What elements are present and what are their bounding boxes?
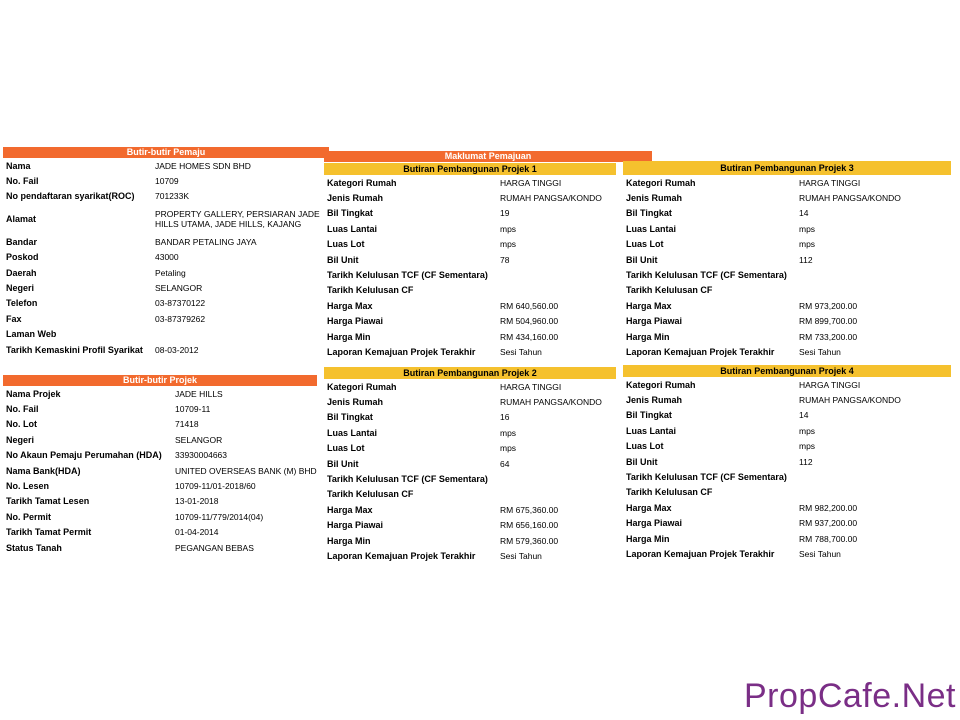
table-row (623, 531, 951, 546)
field-label: Tarikh Tamat Permit (6, 527, 92, 538)
table-row (324, 221, 616, 236)
field-value: 10709-11/779/2014(04) (175, 511, 264, 522)
table-row (324, 237, 616, 252)
projek2-panel (324, 367, 616, 564)
table-row (3, 417, 317, 432)
field-label: Bil Tingkat (626, 410, 672, 421)
field-label: Fax (6, 313, 22, 324)
field-label: Laporan Kemajuan Projek Terakhir (626, 346, 775, 357)
field-value: 112 (799, 254, 813, 265)
table-row (623, 392, 951, 407)
field-value: RM 937,200.00 (799, 518, 858, 529)
field-label: Kategori Rumah (626, 379, 696, 390)
field-label: Tarikh Kelulusan TCF (CF Sementara) (327, 474, 488, 485)
projek4-header: Butiran Pembangunan Projek 4 (623, 365, 951, 377)
field-label: Tarikh Kemaskini Profil Syarikat (6, 344, 143, 355)
table-row (3, 540, 317, 555)
field-value: mps (500, 443, 517, 454)
table-row (623, 344, 951, 359)
field-label: Laporan Kemajuan Projek Terakhir (327, 346, 476, 357)
table-row (324, 344, 616, 359)
field-value: Sesi Tahun (799, 548, 841, 559)
field-label: No. Lot (6, 419, 37, 430)
field-label: Harga Piawai (327, 520, 384, 531)
field-value: 03-87379262 (155, 313, 206, 324)
field-label: Nama Projek (6, 388, 61, 399)
field-value: Petaling (155, 267, 186, 278)
field-value: 10709-11 (175, 404, 211, 415)
table-row (623, 516, 951, 531)
maklumat-header: Maklumat Pemajuan (324, 151, 652, 162)
field-value (497, 267, 616, 282)
table-row (3, 250, 329, 265)
table-row (3, 342, 329, 357)
table-row (324, 471, 616, 486)
field-value: 08-03-2012 (155, 344, 199, 355)
field-label: Kategori Rumah (626, 177, 696, 188)
table-row (324, 533, 616, 548)
table-row (623, 329, 951, 344)
table-row (3, 265, 329, 280)
field-value: RM 982,200.00 (799, 502, 858, 513)
table-row (324, 518, 616, 533)
field-label: Kategori Rumah (327, 381, 397, 392)
field-label: Luas Lantai (626, 223, 677, 234)
field-value: RM 656,160.00 (500, 520, 559, 531)
table-row (324, 314, 616, 329)
field-label: Tarikh Kelulusan CF (327, 489, 414, 500)
field-value (796, 485, 951, 500)
projek1-header: Butiran Pembangunan Projek 1 (324, 163, 616, 175)
field-value (796, 469, 951, 484)
maklumat-panel (324, 151, 652, 162)
field-label: Bil Unit (327, 254, 359, 265)
field-value: RM 640,560.00 (500, 300, 559, 311)
field-value: mps (799, 223, 816, 234)
field-label: Luas Lot (626, 441, 664, 452)
field-label: Telefon (6, 298, 38, 309)
field-label: No. Lesen (6, 481, 50, 492)
table-row (623, 546, 951, 561)
field-value (796, 267, 951, 282)
table-row (3, 280, 329, 295)
projek-table (3, 386, 317, 555)
table-row (324, 206, 616, 221)
projek3-table (623, 175, 951, 360)
field-label: Bil Unit (327, 458, 359, 469)
field-label: Tarikh Kelulusan CF (626, 487, 713, 498)
table-row (3, 509, 317, 524)
table-row (623, 377, 951, 392)
field-label: Jenis Rumah (327, 397, 384, 408)
field-value: 14 (799, 208, 809, 219)
table-row (3, 234, 329, 249)
field-label: Harga Max (327, 300, 373, 311)
field-label: Tarikh Kelulusan TCF (CF Sementara) (626, 270, 787, 281)
field-label: Harga Max (626, 300, 672, 311)
field-value: UNITED OVERSEAS BANK (M) BHD (175, 465, 317, 476)
field-label: Luas Lot (327, 443, 365, 454)
field-value (497, 471, 616, 486)
brand-watermark: PropCafe.Net (744, 677, 956, 715)
table-row (623, 221, 951, 236)
field-label: Negeri (6, 283, 35, 294)
field-value: JADE HILLS (175, 388, 223, 399)
table-row (324, 267, 616, 282)
field-value: RM 675,360.00 (500, 504, 559, 515)
field-value: 112 (799, 456, 813, 467)
table-row (324, 252, 616, 267)
field-value: JADE HOMES SDN BHD (155, 160, 251, 171)
field-value: RM 579,360.00 (500, 535, 559, 546)
field-value: 03-87370122 (155, 298, 206, 309)
field-value: HARGA TINGGI (799, 379, 861, 390)
projek-panel (3, 375, 317, 555)
table-row (3, 204, 329, 234)
table-row (623, 500, 951, 515)
field-label: Jenis Rumah (626, 395, 683, 406)
field-label: No. Permit (6, 511, 52, 522)
field-label: Bil Tingkat (327, 412, 373, 423)
table-row (623, 237, 951, 252)
table-row (3, 296, 329, 311)
field-label: Luas Lot (626, 239, 664, 250)
field-label: No. Fail (6, 176, 39, 187)
field-label: Luas Lantai (327, 427, 378, 438)
table-row (3, 432, 317, 447)
field-value: 701233K (155, 191, 190, 202)
field-value: 14 (799, 410, 809, 421)
projek4-table (623, 377, 951, 562)
field-value (497, 487, 616, 502)
field-value: 10709 (155, 176, 179, 187)
field-value: 16 (500, 412, 510, 423)
table-row (623, 252, 951, 267)
field-label: Harga Min (327, 535, 371, 546)
table-row (324, 548, 616, 563)
field-label: Bandar (6, 236, 38, 247)
field-value: 64 (500, 458, 510, 469)
table-row (623, 485, 951, 500)
table-row (324, 283, 616, 298)
table-row (3, 401, 317, 416)
projek2-header: Butiran Pembangunan Projek 2 (324, 367, 616, 379)
projek3-panel (623, 161, 951, 360)
field-value: mps (500, 223, 517, 234)
field-label: Luas Lot (327, 239, 365, 250)
table-row (324, 425, 616, 440)
field-label: Tarikh Kelulusan CF (626, 285, 713, 296)
field-value: SELANGOR (155, 283, 203, 294)
field-label: Tarikh Tamat Lesen (6, 496, 90, 507)
projek4-panel (623, 365, 951, 562)
field-label: Laporan Kemajuan Projek Terakhir (327, 550, 476, 561)
field-label: Alamat (6, 214, 37, 225)
table-row (623, 283, 951, 298)
field-value: 10709-11/01-2018/60 (175, 481, 256, 492)
field-label: Harga Piawai (626, 316, 683, 327)
table-row (3, 327, 329, 342)
field-label: Bil Tingkat (626, 208, 672, 219)
field-label: Nama Bank(HDA) (6, 465, 81, 476)
field-value: PEGANGAN BEBAS (175, 542, 254, 553)
pemaju-panel (3, 147, 329, 357)
table-row (324, 298, 616, 313)
table-row (623, 314, 951, 329)
field-value: RM 434,160.00 (500, 331, 559, 342)
table-row (3, 386, 317, 401)
table-row (623, 267, 951, 282)
field-value: Sesi Tahun (500, 550, 542, 561)
projek1-panel (324, 163, 616, 360)
field-label: Jenis Rumah (626, 193, 683, 204)
table-row (324, 410, 616, 425)
field-label: Harga Max (626, 502, 672, 513)
projek2-table (324, 379, 616, 564)
table-row (623, 190, 951, 205)
table-row (324, 394, 616, 409)
table-row (3, 525, 317, 540)
field-label: Negeri (6, 434, 35, 445)
field-label: Laporan Kemajuan Projek Terakhir (626, 548, 775, 559)
field-value: Sesi Tahun (799, 346, 841, 357)
field-value: mps (500, 239, 517, 250)
table-row (623, 454, 951, 469)
field-label: Laman Web (6, 329, 57, 340)
field-value (497, 283, 616, 298)
field-label: Status Tanah (6, 542, 62, 553)
table-row (623, 423, 951, 438)
field-value: PROPERTY GALLERY, PERSIARAN JADE HILLS UTAMA, JADE HILLS, KAJANG (155, 209, 320, 230)
field-value: 71418 (175, 419, 199, 430)
table-row (3, 494, 317, 509)
table-row (3, 158, 329, 173)
field-label: Harga Min (327, 331, 371, 342)
table-row (324, 329, 616, 344)
field-value: RM 899,700.00 (799, 316, 858, 327)
table-row (623, 206, 951, 221)
field-label: Harga Min (626, 533, 670, 544)
projek-header: Butir-butir Projek (3, 375, 317, 386)
table-row (623, 175, 951, 190)
projek1-table (324, 175, 616, 360)
field-label: Tarikh Kelulusan CF (327, 285, 414, 296)
table-row (623, 469, 951, 484)
table-row (324, 487, 616, 502)
field-value: 33930004663 (175, 450, 228, 461)
table-row (623, 298, 951, 313)
table-row (324, 190, 616, 205)
field-value: 01-04-2014 (175, 527, 219, 538)
table-row (324, 456, 616, 471)
field-value: RM 504,960.00 (500, 316, 559, 327)
field-label: Kategori Rumah (327, 177, 397, 188)
table-row (324, 502, 616, 517)
table-row (3, 478, 317, 493)
table-row (623, 439, 951, 454)
field-value: mps (500, 427, 517, 438)
field-label: Tarikh Kelulusan TCF (CF Sementara) (327, 270, 488, 281)
field-value: RUMAH PANGSA/KONDO (500, 193, 602, 204)
projek3-header: Butiran Pembangunan Projek 3 (623, 161, 951, 175)
table-row (3, 448, 317, 463)
field-label: Bil Unit (626, 254, 658, 265)
table-row (324, 441, 616, 456)
table-row (3, 189, 329, 204)
field-value: mps (799, 441, 816, 452)
field-value: RUMAH PANGSA/KONDO (799, 395, 901, 406)
field-value: BANDAR PETALING JAYA (155, 236, 257, 247)
field-value: mps (799, 425, 816, 436)
field-label: Luas Lantai (327, 223, 378, 234)
table-row (324, 175, 616, 190)
field-value: Sesi Tahun (500, 346, 542, 357)
field-value: 43000 (155, 252, 179, 263)
table-row (3, 463, 317, 478)
field-label: Harga Piawai (626, 518, 683, 529)
field-value: 19 (500, 208, 510, 219)
field-label: Harga Min (626, 331, 670, 342)
field-label: Poskod (6, 252, 39, 263)
table-row (623, 408, 951, 423)
field-value: RUMAH PANGSA/KONDO (799, 193, 901, 204)
table-row (3, 173, 329, 188)
field-label: Daerah (6, 267, 37, 278)
field-label: Harga Piawai (327, 316, 384, 327)
field-label: No. Fail (6, 404, 39, 415)
field-value: RUMAH PANGSA/KONDO (500, 397, 602, 408)
field-value: 13-01-2018 (175, 496, 219, 507)
field-value: mps (799, 239, 816, 250)
table-row (3, 311, 329, 326)
field-value: HARGA TINGGI (799, 177, 861, 188)
field-label: Luas Lantai (626, 425, 677, 436)
field-label: Nama (6, 160, 31, 171)
field-label: Jenis Rumah (327, 193, 384, 204)
field-value: RM 788,700.00 (799, 533, 858, 544)
field-value: RM 973,200.00 (799, 300, 858, 311)
field-value (152, 327, 329, 342)
field-value: 78 (500, 254, 510, 265)
pemaju-table (3, 158, 329, 357)
field-label: No pendaftaran syarikat(ROC) (6, 191, 135, 202)
table-row (324, 379, 616, 394)
field-label: Bil Unit (626, 456, 658, 467)
field-value: RM 733,200.00 (799, 331, 858, 342)
field-value: HARGA TINGGI (500, 381, 562, 392)
field-label: Bil Tingkat (327, 208, 373, 219)
field-label: Harga Max (327, 504, 373, 515)
field-label: No Akaun Pemaju Perumahan (HDA) (6, 450, 162, 461)
field-value: SELANGOR (175, 434, 223, 445)
field-value: HARGA TINGGI (500, 177, 562, 188)
field-label: Tarikh Kelulusan TCF (CF Sementara) (626, 472, 787, 483)
pemaju-header: Butir-butir Pemaju (3, 147, 329, 158)
field-value (796, 283, 951, 298)
